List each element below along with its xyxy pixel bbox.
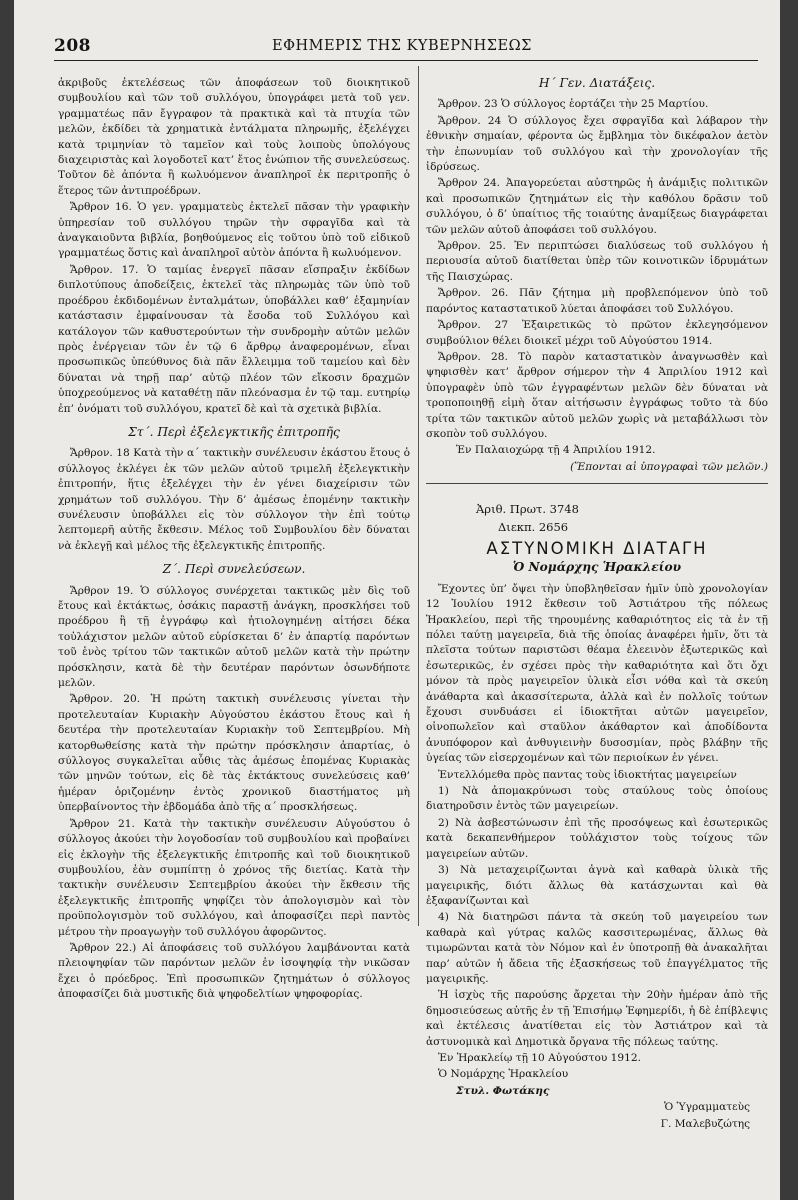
dispatch-value: 2656 <box>538 519 569 534</box>
section-heading-assemblies: Ζ΄. Περὶ συνελεύσεων. <box>162 562 306 577</box>
article-16: Ἄρθρον 16. Ὁ γεν. γραμματεὺς ἐκτελεῖ πᾶσαν τὴν γραφικὴν ὑπηρεσίαν τοῦ συλλόγου τηρῶν τὴν σφραγῖδα καὶ τὰ ἀναγκαιοῦντα βιβλία, βοηθούμενος εἰς τοῦτου ὑπὸ τοῦ εἰδικοῦ γραμματέως ὅστις καὶ ἀναπληροῖ αὐτὸν ἀπόντα ἢ κωλυόμενον. <box>58 201 410 260</box>
article-20: Ἄρθρον. 20. Ἡ πρώτη τακτικὴ συνέλευσις γίνεται τὴν προτελευταίαν Κυριακὴν Αὐγούστου ἑκάστου ἔτους καὶ ἡ δευτέρα τὴν προτελευταίαν Κυριακὴν τοῦ Σεπτεμβρίου. Μὴ κατορθωθείσης κατὰ τὴν πρώτην πρόσκλησιν ἀπαρτίας, ὁ σύλλογος συγκαλεῖται αὖθις τὰς ἀμέσως ἑπομένας Κυριακὰς τῶν μηνῶν τούτων, εἰς δὲ τὰς ἐκτάκτους συνελεύσεις καθ’ ἡμέραν ὁριζομένην ἐντὸς χρονικοῦ διαστήματος μὴ ὑπερβαίνοντος τὴν ἑβδομάδα ἀπὸ τῆς α΄ προσκλήσεως. <box>58 693 410 814</box>
gazette-page <box>14 0 780 1200</box>
secretary-title: Ὁ Ὑγραμματεὺς <box>664 1101 750 1114</box>
protocol-value: 3748 <box>549 502 579 517</box>
article-24-seal: Ἄρθρον. 24 Ὁ σύλλογος ἔχει σφραγῖδα καὶ λάβαρον τὴν ἐθνικὴν σημαίαν, φέροντα ὡς ἔμβλημα τὸν δικέφαλον ἀετὸν τὴν ἐπωνυμίαν τοῦ συλλόγου καὶ τὴν χρονολογίαν τῆς ἱδρύσεως. <box>426 114 768 174</box>
article-21: Ἄρθρον 21. Κατὰ τὴν τακτικὴν συνέλευσιν Αὐγούστου ὁ σύλλογος ἀκούει τὴν λογοδοσίαν τοῦ συμβουλίου καὶ προβαίνει εἰς ἐκλογὴν τῆς ἐξελεγκτικῆς ἐπιτροπῆς καὶ τοῦ διοικητικοῦ συμβουλίου, ἐὰν συμπίπτῃ ὁ χρόνος τῆς διετίας. Κατὰ τὴν τακτικὴν συνέλευσιν Σεπτεμβρίου ἀκούει τὴν ἔκθεσιν τῆς ἐξελεγκτικῆς ἐπιτροπῆς ψηφίζει τὸν ἀπολογισμὸν καὶ τὸν προϋπολογισμὸν τοῦ συλλόγου, καὶ ἀποφασίζει περὶ παντὸς μέτρου τὴν προαγωγὴν τοῦ συλλόγου ἀφορῶντος. <box>58 817 410 938</box>
page-header <box>54 36 758 61</box>
issuer-title: Ὁ Νομάρχης Ἡρακλείου <box>438 1068 569 1081</box>
article-18: Ἄρθρον. 18 Κατὰ τὴν α΄ τακτικὴν συνέλευσιν ἑκάστου ἔτους ὁ σύλλογος ἐκλέγει ἐκ τῶν μελῶν αὐτοῦ τριμελῆ ἐξελεγκτικὴν ἐπιτροπήν, ἥτις ἐξελέγχει τὴν ἐν γένει διαχείρισιν τῶν χρημάτων τοῦ συλλόγου. Τὴν δ’ ἀμέσως ἑπομένην τακτικὴν συνέλευσιν ὑποβάλλει εἰς τὸν σύλλογον τὴν ἐπὶ τούτῳ λεπτομερῆ αὐτῆς ἔκθεσιν. Μέλος τοῦ Συμβουλίου δὲν δύναται νὰ ἐκλεγῇ καὶ μέλος τῆς ἐξελεγκτικῆς ἐπιτροπῆς. <box>58 447 410 552</box>
article-17: Ἄρθρον. 17. Ὁ ταμίας ἐνεργεῖ πᾶσαν εἴσπραξιν ἐκδίδων διπλοτύπους ἀποδείξεις, ἐκτελεῖ τὰς πληρωμὰς τῶν ὑπὸ τοῦ προέδρου ἐκδιδομένων ἐνταλμάτων, ὑποβάλλει καθ’ ἑξαμηνίαν κατάστασιν ἐμφαίνουσαν τὰ ἔσοδα τοῦ Συλλόγου καὶ κατάλογον τῶν καθυστερούντων τὴν συνδρομὴν αὐτῶν μελῶν πρὸς ἐνέργειαν τῶν ἐν τῷ 6 ἄρθρῳ ἀναφερομένων, εἶναι προσωπικῶς ὑπεύθυνος διὰ πᾶν ἔλλειμμα τοῦ ταμείου καὶ δὲν δύναται νὰ τηρῇ παρ’ αὐτῷ πλέον τῶν εἴκοσιν δραχμῶν ὑποχρεούμενος νὰ καταθέτῃ πᾶν πλεόνασμα ἐν τῷ ταμ. ευτηρίῳ ἐπ’ ὀνόματι τοῦ συλλόγου, κρατεῖ δὲ καὶ τὰ σχετικὰ βιβλία. <box>58 263 410 415</box>
protocol-reference <box>426 502 768 535</box>
police-order-title: ΑΣΤΥΝΟΜΙΚΗ ΔΙΑΤΑΓΗ <box>486 538 708 558</box>
article-26: Ἄρθρον. 26. Πᾶν ζήτημα μὴ προβλεπόμενον ὑπὸ τοῦ παρόντος καταστατικοῦ λύεται ἀποφάσει τοῦ Συλλόγου. <box>426 287 768 315</box>
left-column <box>58 76 410 1004</box>
order-place-date: Ἐν Ἡρακλείῳ τῇ 10 Αὐγούστου 1912. <box>438 1051 641 1064</box>
dispatch-label: Διεκπ. <box>498 519 536 534</box>
article-22: Ἄρθρον 22.) Αἱ ἀποφάσεις τοῦ συλλόγου λαμβάνονται κατὰ πλειοψηφίαν τῶν παρόντων μελῶν ἐν ἰσοψηφίᾳ τὴν νικῶσαν ἔχει ὁ πρόεδρος. Ἐπὶ προσωπικῶν ζητημάτων ὁ σύλλογος ἀποφασίζει διὰ μυστικῆς διὰ ψηφοδελτίων ψηφοφορίας. <box>58 941 410 1001</box>
article-28: Ἄρθρον. 28. Τὸ παρὸν καταστατικὸν ἀναγνωσθὲν καὶ ψηφισθὲν κατ’ ἄρθρον σήμερον τὴν 4 Ἀπριλίου 1912 καὶ ὑπογραφὲν ὑπὸ τῶν ἐγγραφέντων μελῶν δὲν δύναται νὰ τροποποιηθῇ εἰμὴ ὅταν αἰτήσωσιν ἐγγράφως τοῦτο τὰ δύο τρίτα τῶν τακτικῶν αὐτοῦ μελῶν χωρὶς νὰ μεταβάλλωσι τὸν σκοπὸν τοῦ συλλόγου. <box>426 350 768 440</box>
article-19: Ἄρθρον 19. Ὁ σύλλογος συνέρχεται τακτικῶς μὲν δὶς τοῦ ἔτους καὶ ἐκτάκτως, ὁσάκις παραστῇ ἀνάγκη, προσκλήσει τοῦ προέδρου ἢ τῇ ἐγγράφῳ καὶ ἠτιολογημένῃ αἰτήσει δέκα τοὐλάχιστον μελῶν αὐτοῦ εὑρίσκεται δ’ ἐν ἀπαρτίᾳ παρόντων τοῦ ἑνὸς τρίτου τῶν τακτικῶν αὐτοῦ μελῶν κατὰ τὴν πρώτην πρόσκλησιν, κατὰ δὲ τὴν δευτέραν παρόντων ὁσωνδήποτε μελῶν. <box>58 584 410 690</box>
article-23: Ἄρθρον. 23 Ὁ σύλλογος ἑορτάζει τὴν 25 Μαρτίου. <box>438 98 709 111</box>
right-column <box>426 76 768 1133</box>
section-divider <box>426 483 768 484</box>
article-25: Ἄρθρον. 25. Ἐν περιπτώσει διαλύσεως τοῦ συλλόγου ἡ περιουσία αὐτοῦ διατίθεται ὑπὲρ τῶν κοινοτικῶν ἱδρυμάτων τῆς Παισχώρας. <box>426 240 768 283</box>
gazette-title: ΕΦΗΜΕΡΙΣ ΤΗΣ ΚΥΒΕΡΝΗΣΕΩΣ <box>272 38 532 54</box>
protocol-label: Ἀριθ. Πρωτ. <box>476 502 546 517</box>
column-divider <box>418 66 419 926</box>
secretary-name: Γ. Μαλεβυζώτης <box>660 1117 750 1130</box>
order-validity: Ἡ ἰσχὺς τῆς παρούσης ἄρχεται τὴν 20ὴν ἡμέραν ἀπὸ τῆς δημοσιεύσεως αὐτῆς ἐν τῇ Ἐπισήμῳ Ἐφημερίδι, ἡ δὲ ἐπίβλεψις καὶ ἐκτέλεσις ἀνατίθεται εἰς τὸν Ἀστιάτρον καὶ τὰ ἀστυνομικὰ καὶ Δημοτικὰ ὄργανα τῆς πόλεως ταύτης. <box>426 989 768 1048</box>
dispatch-number-line <box>476 520 768 535</box>
signatures-note: (Ἕπονται αἱ ὑπογραφαὶ τῶν μελῶν.) <box>570 460 768 473</box>
order-preamble: Ἔχοντες ὑπ’ ὄψει τὴν ὑποβληθεῖσαν ἡμῖν ὑπὸ χρονολογίαν 12 Ἰουλίου 1912 ἔκθεσιν τοῦ Ἀστιάτρου τῆς πόλεως Ἡρακλείου, περὶ τῆς τηρουμένης καθαριότητος εἰς τὰ ἐν τῇ πόλει ταύτῃ μαγειρεῖα, διὰ τῆς ὁποίας ἀναφέρει ἡμῖν, ὅτι τὰ πλεῖστα τούτων παριστῶσι θέαμα ἐλεεινὸν ἐξωτερικῶς καὶ ἐσωτερικῶς, ἐν σχέσει πρὸς τὴν καθαριότητα καὶ ὅτι ὄχι μόνον τὰ πρὸς μαγειρεῖον ὑλικὰ εἶσι νόθα καὶ τὰ σκεύη ἀνάθαρτα καὶ ἀκασσίτερωτα, ἀλλὰ καὶ ἐν πολλοῖς τούτων ἔχουσι συνδυάσει εἰ ἰδιοκτῆται αὐτῶν μαγειρεῖον, οἰνοπωλεῖον καὶ σταῦλον ἀκάθαρτον καὶ ἀποδίδοντα ἀνυπόφορον καὶ ἀνθυγιεινὴν δυσοσμίαν, πρὸς βλάβην τῆς ὑγείας τῶν εἰσερχομένων καὶ τῶν περιοίκων ἐν γένει. <box>426 582 768 765</box>
section-heading-general: Η΄ Γεν. Διατάξεις. <box>538 76 656 90</box>
page-number: 208 <box>54 36 91 56</box>
article-24-politics: Ἄρθρον 24. Ἀπαγορεύεται αὐστηρῶς ἡ ἀνάμιξις πολιτικῶν καὶ προσωπικῶν ζητημάτων εἰς τὴν καθόλου δρᾶσιν τοῦ συλλόγου, ὁ δ’ ὑπαίτιος τῆς τοιαύτης ἀναμίξεως διαγράφεται τῶν μελῶν αὐτοῦ ἀποφάσει τοῦ συλλόγου. <box>426 177 768 236</box>
order-item-1: 1) Νὰ ἀπομακρύνωσι τοὺς σταύλους τοὺς ὁποίους διατηροῦσιν ἐντὸς τῶν μαγειρείων. <box>426 785 768 813</box>
prefect-heading: Ὁ Νομάρχης Ἡρακλείου <box>512 560 682 575</box>
order-item-2: 2) Νὰ ἀσβεστώνωσιν ἐπὶ τῆς προσόψεως καὶ ἐσωτερικῶς κατὰ δεκαπενθήμερον τοὐλάχιστον τοὺς τοίχους τῶν μαγειρείων αὐτῶν. <box>426 816 768 860</box>
article-27: Ἄρθρον. 27 Ἐξαιρετικῶς τὸ πρῶτον ἐκλεγησόμενον συμβούλιον θέλει διοικεῖ μέχρι τοῦ Αὐγούστου 1914. <box>426 319 768 347</box>
order-item-4: 4) Νὰ διατηρῶσι πάντα τὰ σκεύη τοῦ μαγειρείου των καθαρὰ καὶ γύτρας καλῶς κασσιτερωμένας, ἄλλως θὰ τιμωρῶνται κατὰ τὸν Νόμον καὶ ἐν ὑποτροπῇ θὰ ἀνακαλῆται παρ’ αὐτῶν ἡ ἄδεια τῆς ἐξασκήσεως τοῦ ἐπαγγέλματος τῆς μαγειρικῆς. <box>426 911 768 985</box>
section-heading-audit: Στ΄. Περὶ ἐξελεγκτικῆς ἐπιτροπῆς <box>128 424 340 439</box>
article-15-continuation: ἀκριβοῦς ἐκτελέσεως τῶν ἀποφάσεων τοῦ διοικητικοῦ συμβουλίου καὶ τῶν τοῦ συλλόγου, ὑπογράφει μετὰ τοῦ γεν. γραμματέως πᾶν ἔγγραφον τὰ πρακτικὰ καὶ τὰ πτυχία τῶν μελῶν, ἐκδίδει τὰ χρηματικὰ ἐντάλματα πληρωμῆς, ἐξελέγχει κατὰ τριμηνίαν τὸ ταμεῖον καὶ τοὺς λοιποὺς ὑπολόγους διαχειριστὰς καὶ λογοδοτεῖ κατ’ ἔτος ἐνώπιον τῆς συνελεύσεως. Τοῦτον δὲ ἀπόντα ἢ κωλυόμενον ἀναπληροῖ ἐκ περιτροπῆς ὁ ἕτερος τῶν ἀντιπροέδρων. <box>58 77 410 197</box>
protocol-number-line <box>476 502 768 517</box>
order-item-3: 3) Νὰ μεταχειρίζωνται ἁγνὰ καὶ καθαρὰ ὑλικὰ τῆς μαγειρικῆς, διότι ἄλλως θὰ κατάσχωνται καὶ θὰ ἐξαφανίζωνται καὶ <box>426 864 768 907</box>
order-heading: Ἐντελλόμεθα πρὸς παντας τοὺς ἰδιοκτήτας μαγειρείων <box>438 768 737 781</box>
statute-place-date: Ἐν Παλαιοχώρᾳ τῇ 4 Ἀπριλίου 1912. <box>456 444 656 457</box>
issuer-name: Στυλ. Φωτάκης <box>456 1084 550 1097</box>
